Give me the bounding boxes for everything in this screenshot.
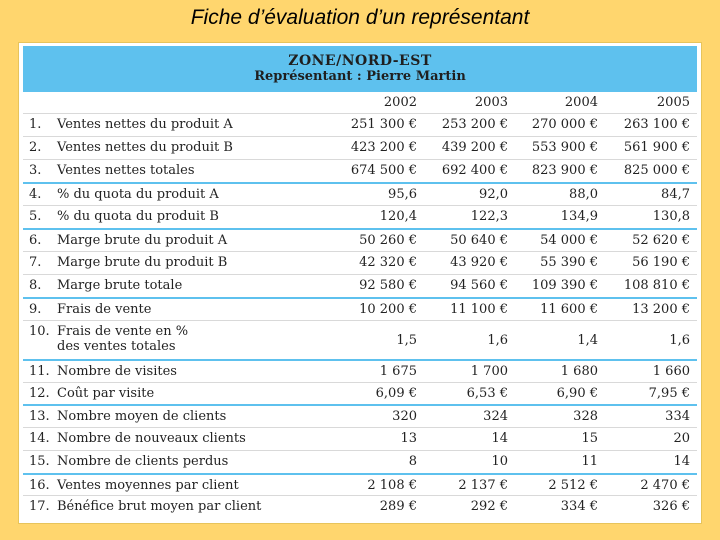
table-row: [23, 228, 697, 253]
table-row: [23, 159, 697, 183]
row-number: 5.: [29, 209, 42, 224]
row-label-line: Nombre de nouveaux clients: [57, 431, 246, 446]
value-cell: 120,4: [379, 209, 417, 224]
representative-label: Représentant : Pierre Martin: [254, 69, 466, 84]
row-label: [57, 187, 307, 202]
value-cell: 42 320 €: [359, 255, 417, 270]
row-number: 15.: [29, 454, 50, 469]
value-cell: 20: [673, 431, 690, 446]
value-cell: 95,6: [388, 187, 417, 202]
row-number: 3.: [29, 163, 42, 178]
year-header: 2005: [656, 95, 690, 110]
row-label-line: des ventes totales: [57, 339, 176, 354]
value-cell: 11: [581, 454, 598, 469]
value-cell: 6,90 €: [556, 386, 598, 401]
value-cell: 1,4: [577, 333, 598, 348]
row-label: [57, 478, 307, 493]
table-row: [23, 205, 697, 229]
row-label-line: Coût par visite: [57, 386, 155, 401]
value-cell: 553 900 €: [531, 140, 598, 155]
table-row: [23, 113, 697, 137]
value-cell: 13 200 €: [632, 302, 690, 317]
zone-label: ZONE/NORD-EST: [288, 53, 432, 69]
row-label-line: Ventes moyennes par client: [57, 478, 239, 493]
value-cell: 439 200 €: [441, 140, 508, 155]
value-cell: 54 000 €: [540, 233, 598, 248]
value-cell: 88,0: [569, 187, 598, 202]
row-label-line: Marge brute du produit A: [57, 233, 228, 248]
row-number: 2.: [29, 140, 42, 155]
row-label-line: % du quota du produit B: [57, 209, 219, 224]
row-label: [57, 255, 307, 270]
value-cell: 423 200 €: [350, 140, 417, 155]
row-number: 14.: [29, 431, 50, 446]
value-cell: 2 470 €: [640, 478, 690, 493]
row-label-line: Marge brute totale: [57, 278, 183, 293]
value-cell: 1 675: [379, 364, 417, 379]
row-label: [57, 233, 307, 248]
row-label-line: Frais de vente: [57, 302, 152, 317]
row-label-line: Ventes nettes du produit A: [57, 117, 233, 132]
value-cell: 14: [491, 431, 508, 446]
table-row: [23, 427, 697, 451]
table-header-banner: [23, 46, 697, 92]
row-label-line: % du quota du produit A: [57, 187, 219, 202]
table-row: [23, 274, 697, 298]
value-cell: 823 900 €: [531, 163, 598, 178]
value-cell: 13: [400, 431, 417, 446]
value-cell: 1 700: [470, 364, 508, 379]
value-cell: 251 300 €: [350, 117, 417, 132]
value-cell: 56 190 €: [632, 255, 690, 270]
row-label: [57, 278, 307, 293]
value-cell: 326 €: [652, 499, 690, 514]
row-label: [57, 324, 307, 354]
table-row: [23, 136, 697, 160]
value-cell: 328: [573, 409, 598, 424]
row-label: [57, 140, 307, 155]
value-cell: 108 810 €: [623, 278, 690, 293]
slide-title: Fiche d’évaluation d’un représentant: [190, 6, 530, 29]
value-cell: 6,09 €: [375, 386, 417, 401]
value-cell: 674 500 €: [350, 163, 417, 178]
table-row: [23, 297, 697, 322]
year-header: 2002: [383, 95, 417, 110]
value-cell: 324: [483, 409, 508, 424]
value-cell: 1,6: [487, 333, 508, 348]
table-row: [23, 320, 697, 360]
row-number: 17.: [29, 499, 50, 514]
table-row: [23, 359, 697, 384]
value-cell: 122,3: [470, 209, 508, 224]
value-cell: 289 €: [379, 499, 417, 514]
value-cell: 263 100 €: [623, 117, 690, 132]
table-row: [23, 473, 697, 497]
table-row: [23, 251, 697, 275]
year-header: 2003: [474, 95, 508, 110]
value-cell: 692 400 €: [441, 163, 508, 178]
value-cell: 14: [673, 454, 690, 469]
value-cell: 109 390 €: [531, 278, 598, 293]
value-cell: 6,53 €: [466, 386, 508, 401]
row-label: [57, 431, 307, 446]
row-label: [57, 117, 307, 132]
value-cell: 2 108 €: [367, 478, 417, 493]
row-number: 13.: [29, 409, 50, 424]
row-label-line: Ventes nettes du produit B: [57, 140, 233, 155]
row-number: 8.: [29, 278, 42, 293]
value-cell: 1 660: [652, 364, 690, 379]
row-label-line: Nombre moyen de clients: [57, 409, 227, 424]
value-cell: 92,0: [479, 187, 508, 202]
value-cell: 10 200 €: [359, 302, 417, 317]
value-cell: 334: [665, 409, 690, 424]
value-cell: 10: [491, 454, 508, 469]
row-label-line: Frais de vente en %: [57, 324, 189, 339]
row-number: 10.: [29, 324, 50, 339]
value-cell: 55 390 €: [540, 255, 598, 270]
year-header-row: [23, 93, 697, 113]
row-number: 7.: [29, 255, 42, 270]
row-label: [57, 302, 307, 317]
value-cell: 11 100 €: [450, 302, 508, 317]
value-cell: 561 900 €: [623, 140, 690, 155]
row-number: 11.: [29, 364, 50, 379]
value-cell: 92 580 €: [359, 278, 417, 293]
value-cell: 15: [581, 431, 598, 446]
value-cell: 52 620 €: [632, 233, 690, 248]
row-label-line: Nombre de visites: [57, 364, 177, 379]
row-label-line: Ventes nettes totales: [57, 163, 195, 178]
row-label: [57, 364, 307, 379]
table-row: [23, 404, 697, 429]
row-number: 9.: [29, 302, 42, 317]
value-cell: 11 600 €: [540, 302, 598, 317]
row-label-line: Marge brute du produit B: [57, 255, 228, 270]
row-number: 4.: [29, 187, 42, 202]
value-cell: 2 137 €: [458, 478, 508, 493]
value-cell: 43 920 €: [450, 255, 508, 270]
table-row: [23, 450, 697, 474]
row-label: [57, 454, 307, 469]
value-cell: 130,8: [652, 209, 690, 224]
row-label-line: Bénéfice brut moyen par client: [57, 499, 262, 514]
value-cell: 8: [408, 454, 417, 469]
value-cell: 134,9: [560, 209, 598, 224]
row-label: [57, 499, 307, 514]
row-label: [57, 386, 307, 401]
value-cell: 1,5: [396, 333, 417, 348]
table-row: [23, 182, 697, 207]
row-number: 16.: [29, 478, 50, 493]
row-label: [57, 209, 307, 224]
value-cell: 825 000 €: [623, 163, 690, 178]
table-row: [23, 495, 697, 520]
table-row: [23, 382, 697, 405]
year-header: 2004: [564, 95, 598, 110]
value-cell: 270 000 €: [531, 117, 598, 132]
value-cell: 84,7: [661, 187, 690, 202]
value-cell: 292 €: [470, 499, 508, 514]
row-number: 6.: [29, 233, 42, 248]
row-number: 12.: [29, 386, 50, 401]
value-cell: 94 560 €: [450, 278, 508, 293]
evaluation-table: [19, 43, 701, 523]
value-cell: 50 640 €: [450, 233, 508, 248]
value-cell: 50 260 €: [359, 233, 417, 248]
value-cell: 2 512 €: [548, 478, 598, 493]
value-cell: 334 €: [560, 499, 598, 514]
value-cell: 1,6: [669, 333, 690, 348]
row-number: 1.: [29, 117, 42, 132]
value-cell: 7,95 €: [648, 386, 690, 401]
row-label: [57, 409, 307, 424]
value-cell: 1 680: [560, 364, 598, 379]
row-label-line: Nombre de clients perdus: [57, 454, 229, 469]
row-label: [57, 163, 307, 178]
value-cell: 253 200 €: [441, 117, 508, 132]
value-cell: 320: [392, 409, 417, 424]
